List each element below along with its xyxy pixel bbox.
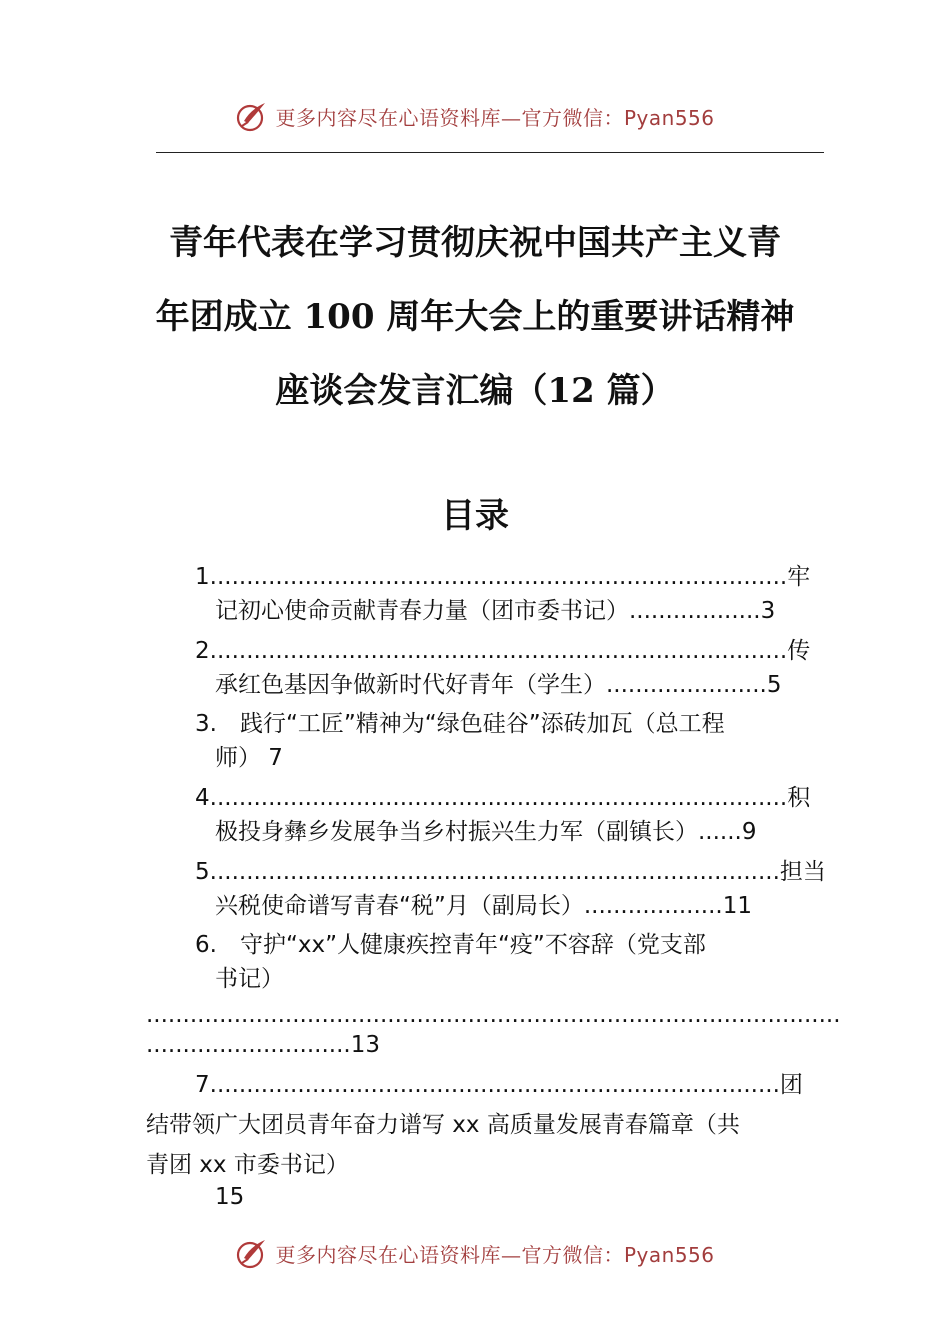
toc-entry-7-line-3[interactable]: 青团 xx 市委书记）	[146, 1152, 349, 1178]
header-banner	[0, 96, 950, 136]
toc-entry-4-line-2[interactable]: 极投身彝乡发展争当乡村振兴生力军（副镇长）......9	[215, 819, 757, 845]
toc-entry-4-line-1[interactable]: 4...............................................................................积	[195, 785, 811, 811]
quill-logo-icon	[235, 1236, 269, 1270]
toc-entry-6-line-1[interactable]: 6. 守护“xx”人健康疾控青年“疫”不容辞（党支部	[195, 932, 706, 958]
toc-entry-5-line-1[interactable]: 5..............................................................................担当	[195, 859, 826, 885]
toc-entry-1-line-1[interactable]: 1...............................................................................牢	[195, 564, 811, 590]
header-banner-text: 更多内容尽在心语资料库—官方微信：Pyan556	[275, 105, 715, 130]
title-line-3: 座谈会发言汇编（12 篇）	[275, 371, 675, 411]
toc-entry-7-line-2[interactable]: 结带领广大团员青年奋力谱写 xx 高质量发展青春篇章（共	[146, 1112, 740, 1138]
toc-entry-7-line-1[interactable]: 7..............................................................................团	[195, 1072, 803, 1098]
footer-banner-text: 更多内容尽在心语资料库—官方微信：Pyan556	[275, 1242, 715, 1267]
header-divider	[156, 152, 824, 153]
toc-entry-6-line-2[interactable]: 书记）	[215, 966, 284, 992]
toc-entry-2-line-1[interactable]: 2...............................................................................传	[195, 638, 811, 664]
title-line-2: 年团成立 100 周年大会上的重要讲话精神	[155, 297, 795, 337]
toc-entry-5-line-2[interactable]: 兴税使命谱写青春“税”月（副局长）...................11	[215, 893, 753, 919]
toc-entry-1-line-2[interactable]: 记初心使命贡献青春力量（团市委书记）..................3	[215, 598, 776, 624]
title-line-1: 青年代表在学习贯彻庆祝中国共产主义青	[169, 223, 781, 263]
toc-entry-3-line-1[interactable]: 3. 践行“工匠”精神为“绿色硅谷”添砖加瓦（总工程	[195, 711, 725, 737]
toc-entry-2-line-2[interactable]: 承红色基因争做新时代好青年（学生）......................5	[215, 672, 782, 698]
toc-entry-3-line-2[interactable]: 师） 7	[215, 745, 283, 771]
toc-entry-7-page[interactable]: 15	[215, 1184, 245, 1210]
footer-banner	[0, 1233, 950, 1273]
toc-entry-6-page[interactable]: ............................13	[146, 1032, 380, 1058]
document-title	[120, 206, 830, 428]
quill-logo-icon	[235, 99, 269, 133]
toc-heading: 目录	[441, 496, 509, 536]
toc-entry-6-leader-dots: ...............................................................................................	[146, 1002, 841, 1028]
